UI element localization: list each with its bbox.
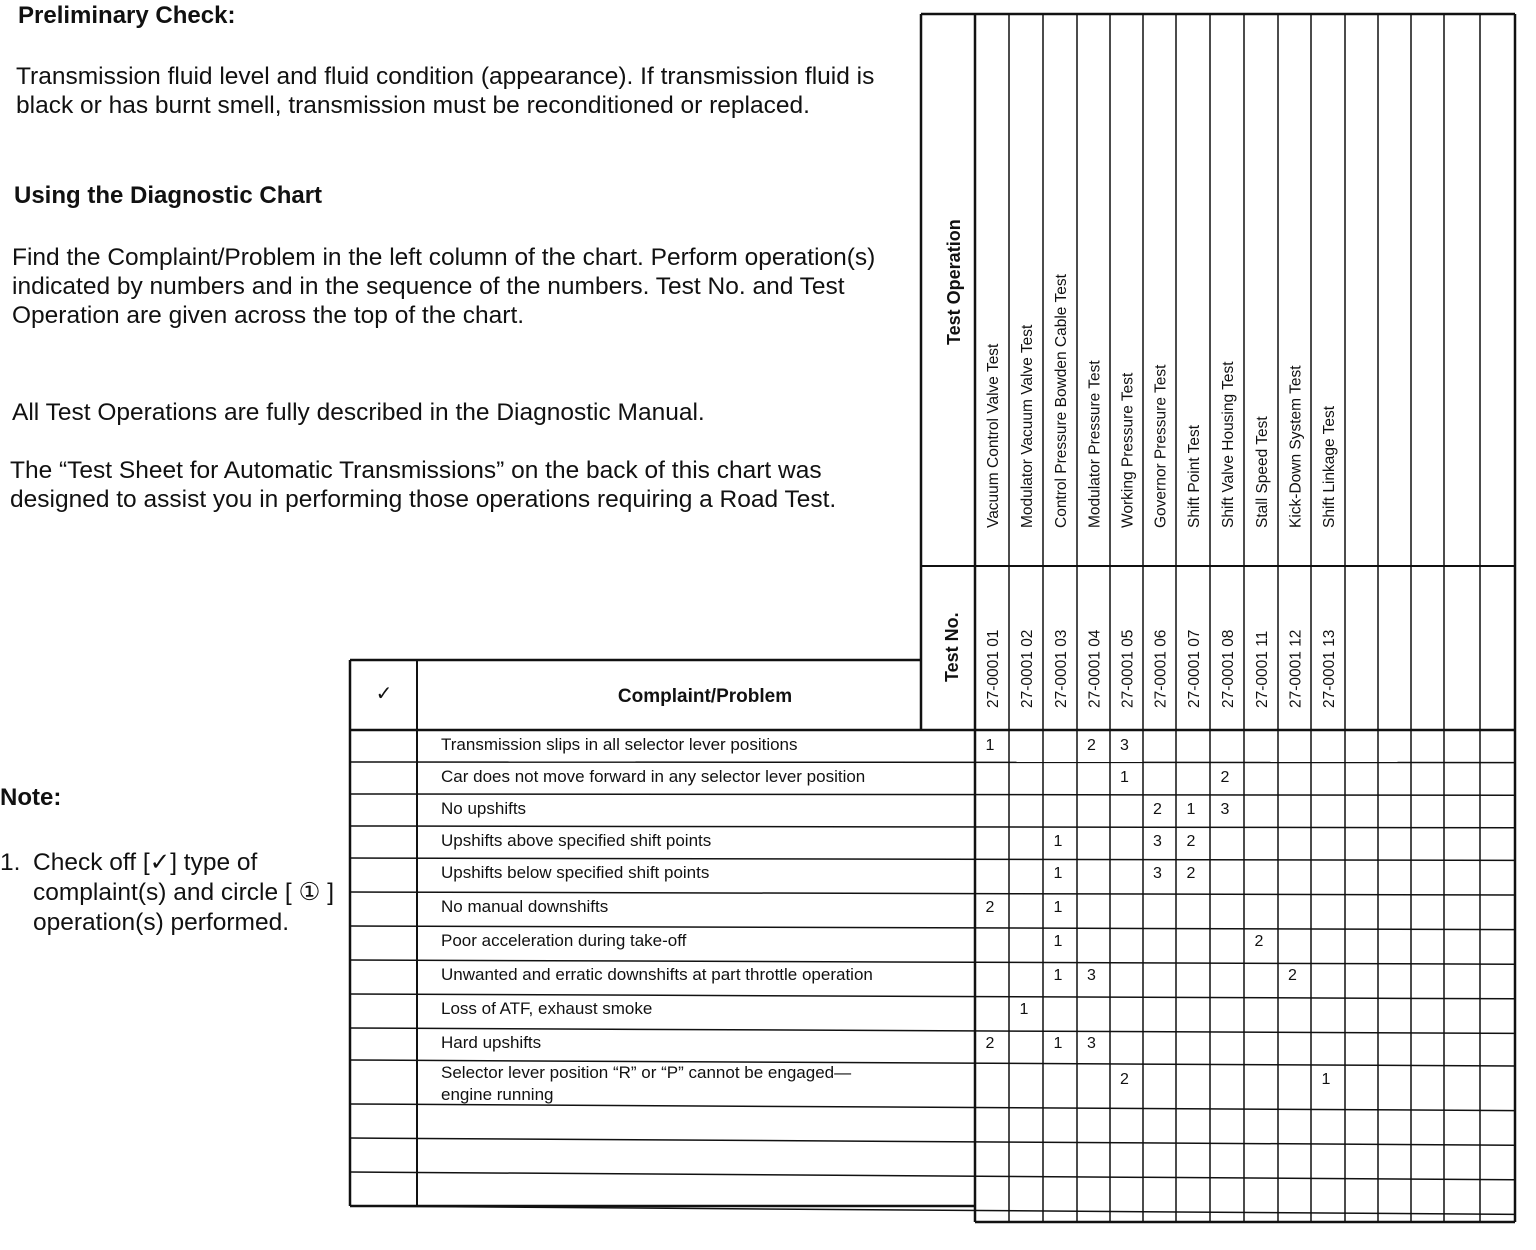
note-item-text: Check off [✓] type of complaint(s) and circle [ ① ] operation(s) performed.	[33, 849, 335, 936]
complaint-checkbox[interactable]	[354, 964, 413, 990]
complaint-text: Unwanted and erratic downshifts at part throttle operation	[441, 965, 873, 984]
row-line	[350, 762, 1515, 763]
test-column-headers	[985, 273, 1338, 708]
test-operation-label: Kick-Down System Test	[1287, 365, 1305, 528]
operation-sequence-number[interactable]: 1	[1120, 769, 1129, 786]
operation-sequence-number[interactable]: 3	[1087, 1035, 1096, 1052]
test-number-label: 27-0001 05	[1119, 629, 1137, 708]
row-line	[350, 1172, 1515, 1180]
complaint-text: No manual downshifts	[441, 897, 609, 916]
operation-sequence-number[interactable]: 2	[1186, 833, 1196, 850]
test-operation-label: Shift Valve Housing Test	[1220, 361, 1237, 528]
complaint-row	[354, 930, 1264, 956]
note-item-number: 1.	[0, 849, 21, 876]
operation-sequence-number[interactable]: 2	[1254, 933, 1264, 950]
complaint-checkbox[interactable]	[354, 1108, 413, 1134]
test-operation-label: Modulator Vacuum Valve Test	[1019, 324, 1036, 528]
check-column-heading: ✓	[375, 681, 393, 705]
complaint-checkbox[interactable]	[354, 766, 413, 790]
complaint-checkbox[interactable]	[354, 1064, 413, 1100]
complaint-checkbox[interactable]	[354, 862, 413, 888]
complaint-checkbox[interactable]	[354, 998, 413, 1024]
row-line	[350, 794, 1515, 795]
complaint-row	[354, 964, 1297, 990]
complaint-row	[354, 830, 1196, 854]
complaint-text-line2: engine running	[441, 1085, 554, 1104]
complaint-text: Poor acceleration during take-off	[441, 931, 687, 950]
test-operation-label: Shift Point Test	[1186, 424, 1203, 528]
operation-sequence-number[interactable]: 1	[1053, 1035, 1063, 1052]
operation-sequence-number[interactable]: 2	[1288, 967, 1297, 984]
operation-sequence-number[interactable]: 2	[1153, 801, 1162, 818]
row-line	[350, 1104, 1515, 1111]
operation-sequence-number[interactable]: 2	[985, 899, 995, 916]
test-no-heading: Test No.	[942, 612, 962, 682]
operation-sequence-number[interactable]: 1	[1321, 1071, 1331, 1088]
operation-sequence-number[interactable]: 2	[1087, 737, 1096, 754]
operation-sequence-number[interactable]: 1	[985, 737, 995, 754]
complaint-row	[354, 766, 1230, 790]
using-chart-heading: Using the Diagnostic Chart	[14, 182, 323, 209]
test-operation-label: Modulator Pressure Test	[1086, 360, 1104, 528]
test-operation-label: Stall Speed Test	[1254, 416, 1271, 528]
test-operations-text: All Test Operations are fully described in the Diagnostic Manual.	[12, 399, 705, 426]
test-number-label: 27-0001 07	[1186, 629, 1203, 708]
note-heading: Note:	[0, 784, 62, 811]
test-operation-label: Shift Linkage Test	[1321, 405, 1338, 528]
complaint-checkbox[interactable]	[354, 1176, 413, 1202]
complaint-checkbox[interactable]	[354, 1142, 413, 1168]
test-operation-heading: Test Operation	[944, 219, 964, 345]
complaint-text: Transmission slips in all selector lever positions	[441, 735, 798, 754]
complaint-row	[354, 1032, 1096, 1056]
test-number-label: 27-0001 01	[985, 629, 1002, 708]
test-operation-label: Control Pressure Bowden Cable Test	[1053, 274, 1070, 528]
complaint-text: Selector lever position “R” or “P” cannot be engaged—	[441, 1063, 852, 1082]
test-number-label: 27-0001 13	[1321, 629, 1338, 708]
operation-sequence-number[interactable]: 1	[1053, 967, 1063, 984]
complaint-row	[354, 1176, 413, 1202]
complaint-rows	[354, 734, 1331, 1202]
row-line	[350, 892, 1515, 895]
complaint-checkbox[interactable]	[354, 930, 413, 956]
operation-sequence-number[interactable]: 1	[1019, 1001, 1029, 1018]
complaint-text: No upshifts	[441, 799, 527, 818]
complaint-checkbox[interactable]	[354, 830, 413, 854]
complaint-text: Hard upshifts	[441, 1033, 542, 1052]
operation-sequence-number[interactable]: 3	[1087, 967, 1096, 984]
operation-sequence-number[interactable]: 3	[1220, 801, 1230, 818]
complaint-row	[354, 734, 1129, 758]
complaint-text: Upshifts above specified shift points	[441, 831, 712, 850]
operation-sequence-number[interactable]: 3	[1153, 833, 1162, 850]
test-sheet-text: The “Test Sheet for Automatic Transmissions” on the back of this chart was designed to assist you in performing those operations requiring a Road Test.	[10, 457, 837, 513]
operation-sequence-number[interactable]: 3	[1120, 737, 1129, 754]
operation-sequence-number[interactable]: 2	[1186, 865, 1196, 882]
operation-sequence-number[interactable]: 3	[1153, 865, 1162, 882]
operation-sequence-number[interactable]: 1	[1053, 833, 1063, 850]
test-number-label: 27-0001 06	[1152, 629, 1170, 708]
complaint-checkbox[interactable]	[354, 798, 413, 822]
test-number-label: 27-0001 03	[1053, 629, 1070, 708]
operation-sequence-number[interactable]: 1	[1053, 899, 1063, 916]
test-operation-label: Working Pressure Test	[1119, 372, 1137, 528]
test-number-label: 27-0001 02	[1019, 629, 1036, 708]
complaint-row	[354, 1108, 413, 1134]
row-line	[350, 1138, 1515, 1145]
operation-sequence-number[interactable]: 1	[1186, 801, 1196, 818]
complaint-row	[354, 798, 1230, 822]
operation-sequence-number[interactable]: 1	[1053, 933, 1063, 950]
operation-sequence-number[interactable]: 2	[1220, 769, 1230, 786]
complaint-checkbox[interactable]	[354, 734, 413, 758]
complaint-column-heading: Complaint/Problem	[617, 686, 793, 707]
operation-sequence-number[interactable]: 2	[1120, 1071, 1129, 1088]
complaint-text: Loss of ATF, exhaust smoke	[441, 999, 653, 1018]
preliminary-check-text: Transmission fluid level and fluid condition (appearance). If transmission fluid is black or has burnt smell, transmission must be reconditioned or replaced.	[16, 63, 875, 119]
row-line	[350, 960, 1515, 964]
complaint-row	[354, 998, 1029, 1024]
test-number-label: 27-0001 12	[1287, 629, 1305, 708]
using-chart-text: Find the Complaint/Problem in the left column of the chart. Perform operation(s) indicated by numbers and in the sequence of the numbers. Test No. and Test Operation are given across the top of the chart.	[12, 244, 876, 329]
test-number-label: 27-0001 11	[1254, 630, 1271, 708]
operation-sequence-number[interactable]: 2	[985, 1035, 995, 1052]
complaint-text: Upshifts below specified shift points	[441, 863, 710, 882]
complaint-text: Car does not move forward in any selector lever position	[441, 767, 866, 786]
preliminary-check-heading: Preliminary Check:	[18, 2, 236, 29]
test-operation-label: Vacuum Control Valve Test	[985, 343, 1002, 528]
complaint-checkbox[interactable]	[354, 1032, 413, 1056]
complaint-row	[354, 1142, 413, 1168]
complaint-row	[354, 1063, 1331, 1104]
complaint-row	[354, 862, 1196, 888]
row-line	[350, 1206, 1515, 1214]
complaint-checkbox[interactable]	[354, 896, 413, 922]
test-number-label: 27-0001 08	[1220, 629, 1237, 708]
test-number-label: 27-0001 04	[1086, 629, 1104, 708]
operation-sequence-number[interactable]: 1	[1053, 865, 1063, 882]
row-line	[350, 858, 1515, 860]
test-operation-label: Governor Pressure Test	[1152, 364, 1170, 528]
row-line	[350, 926, 1515, 930]
complaint-row	[354, 896, 1063, 922]
row-line	[350, 826, 1515, 828]
